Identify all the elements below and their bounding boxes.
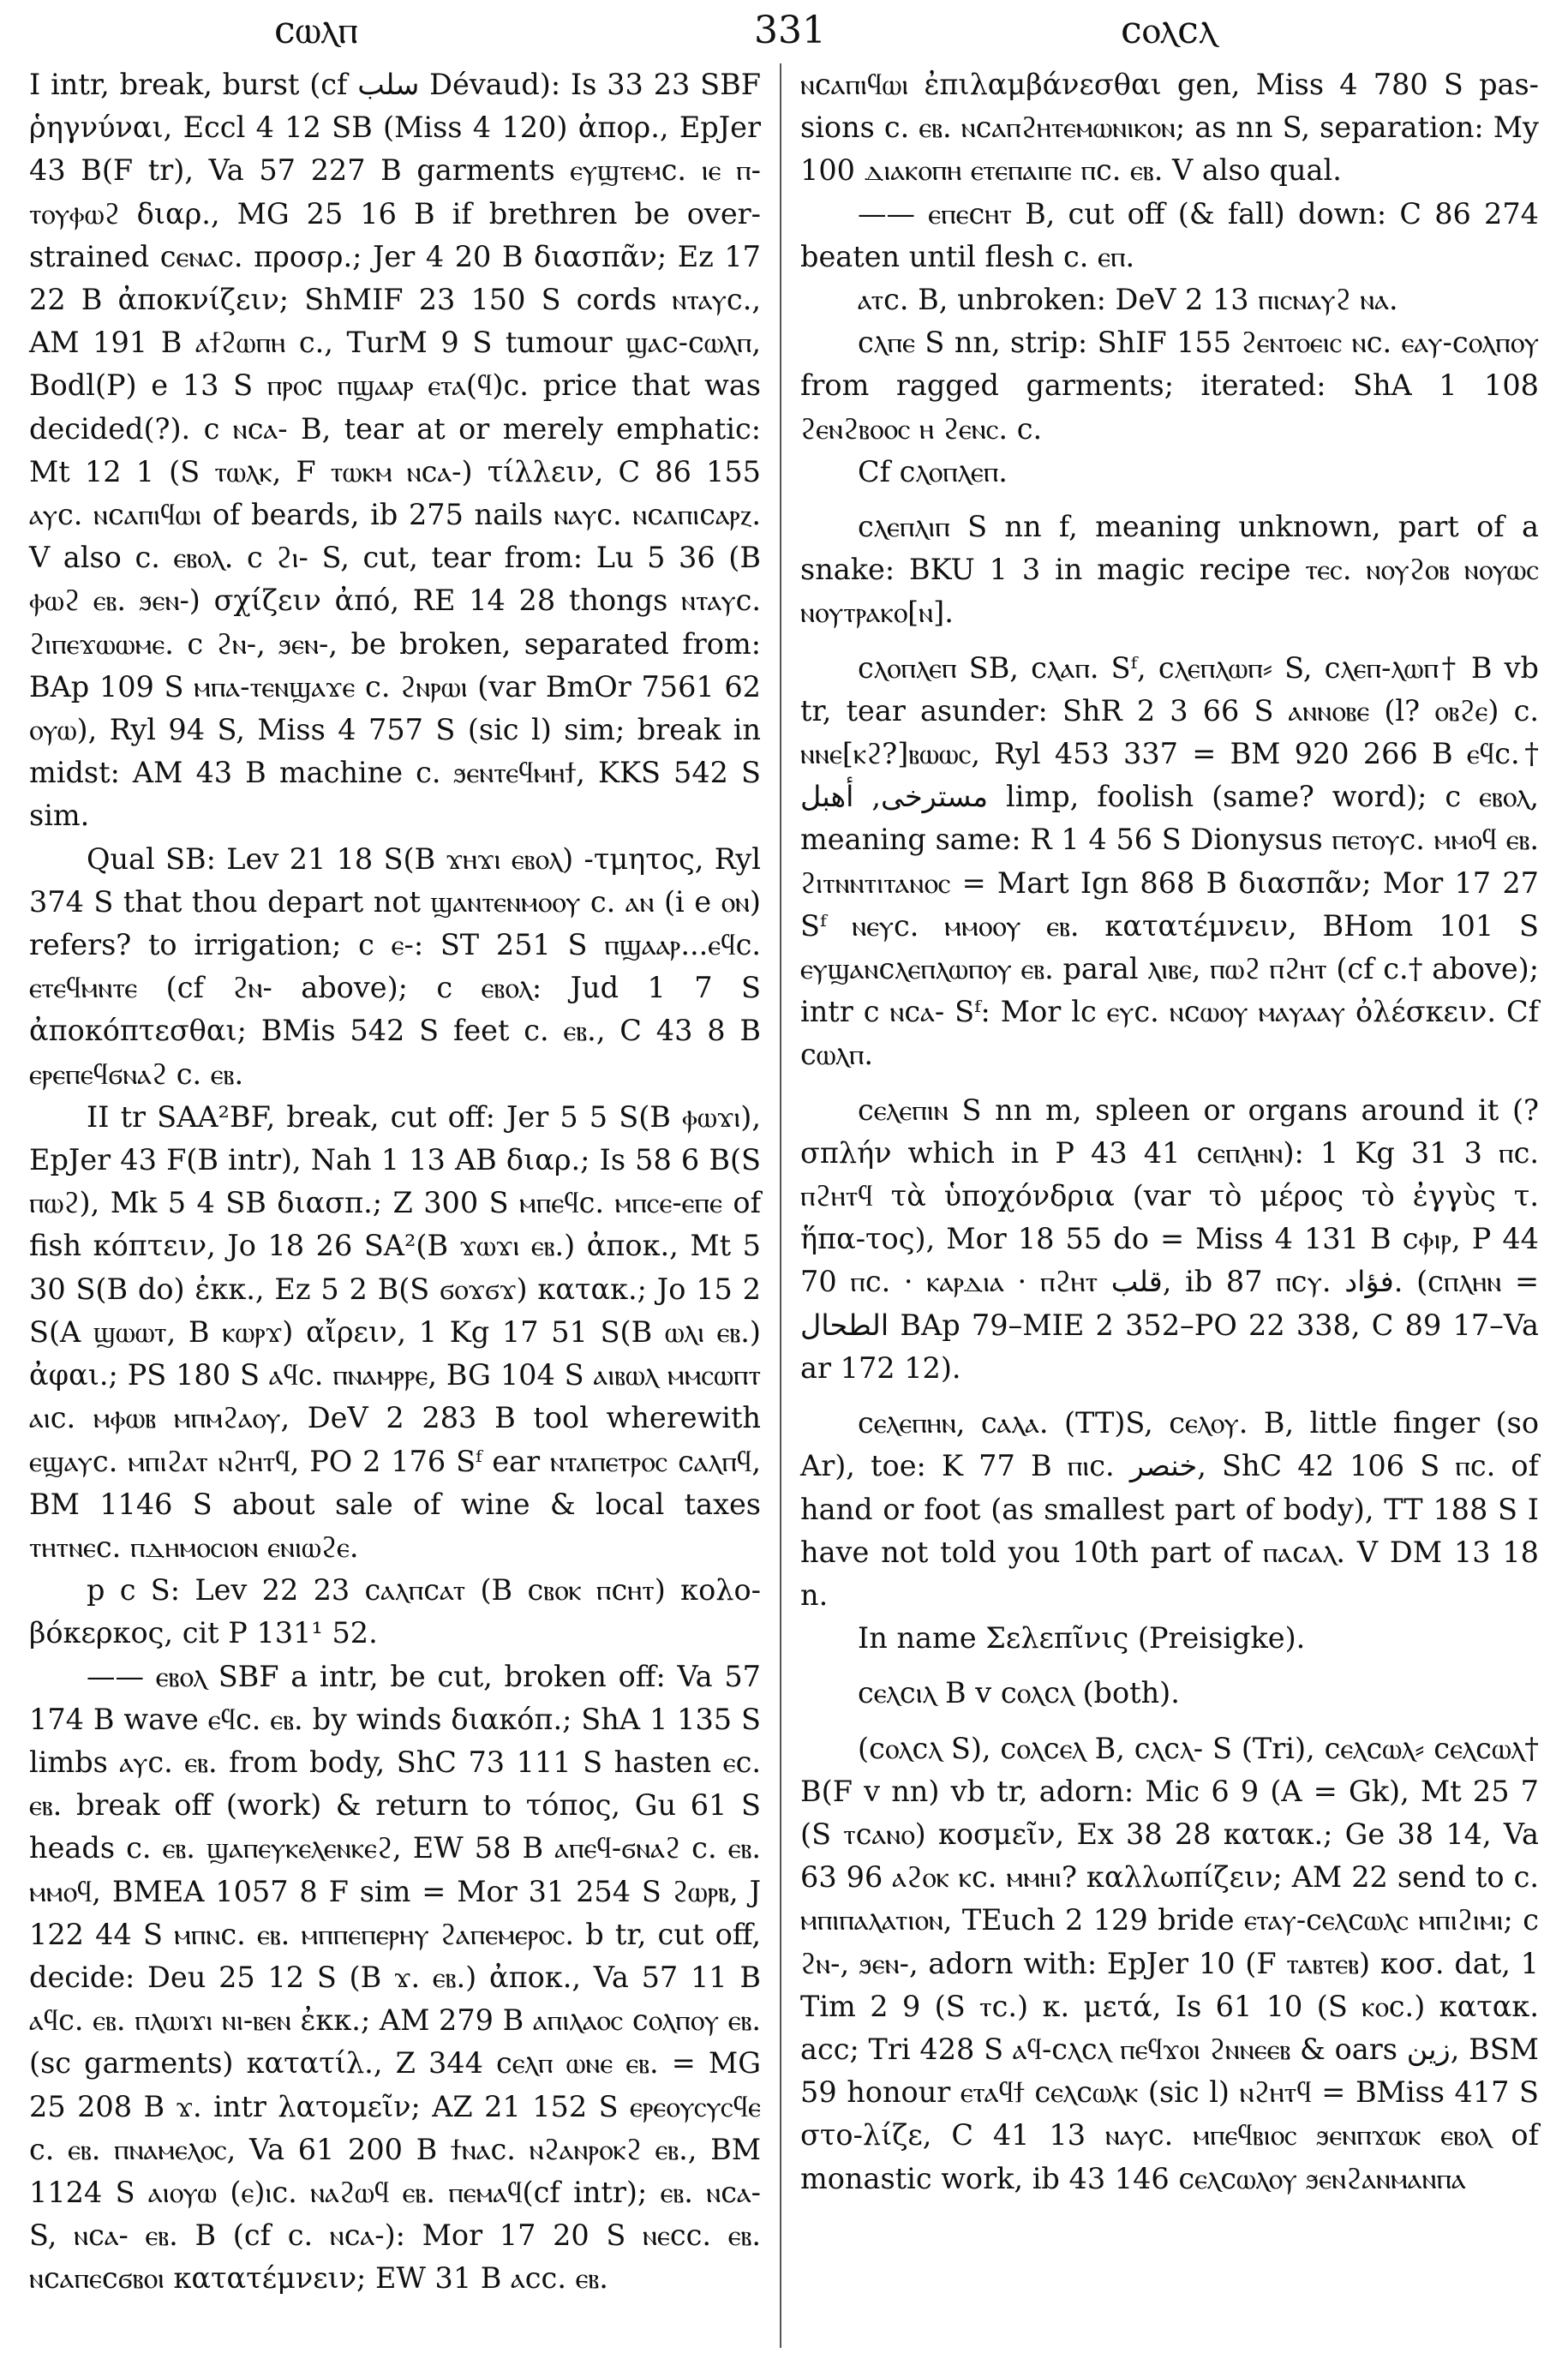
dictionary-entry: ϲⲗⲟⲡⲗⲉⲡ SB, ϲⲗⲁⲡ. Sᶠ, ϲⲗⲉⲡⲗⲱⲡ⸗ S, ϲⲗⲉⲡ-ⲗⲱⲡ† B vb tr, tear asunder: ShR 2 3 66 S ⲁⲛⲛⲟⲃⲉ (l? ⲟⲃϩⲉ) ϲ. ⲛⲛⲉ[ⲕϩ?]ⲃⲱⲱⲥ, Ryl 453 337 = BM 920 266 B ⲉϥϲ.† ﻣﺴﺘﺮﺧﻰ, ﺃﻫﺒﻞ limp, foolish (same? word); c ⲉⲃⲟⲗ, meaning same: R 1 4 56 S Dionysus ⲡⲉⲧⲟⲩϲ. ⲙⲙⲟϥ ⲉⲃ. ϩⲓⲧⲛⲛⲧⲓⲧⲁⲛⲟⲥ = Mart Ign 868 B διασπᾶν; Mor 17 27 Sᶠ ⲛⲉⲩϲ. ⲙⲙⲟⲟⲩ ⲉⲃ. κατατέμνειν, BHom 101 S ⲉⲩϣⲁⲛϲⲗⲉⲡⲗⲱⲡⲟⲩ ⲉⲃ. paral ⲗⲓⲃⲉ, ⲡⲱϩ ⲡϩⲏⲧ (cf ϲ.† above); intr c ⲛϲⲁ- Sᶠ: Mor lc ⲉⲩϲ. ⲛϲⲱⲟⲩ ⲙⲁⲩⲁⲁⲩ ὀλέσκειν. Cf ϲⲱⲗⲡ. bbox=[800, 650, 1539, 1072]
entry-paragraph: p c S: Lev 22 23 ϲⲁⲗⲡϲⲁⲧ (B ϲⲃⲟⲕ ⲡϲⲏⲧ) κολο-βόκερκος, cit P 131¹ 52. bbox=[29, 1573, 761, 1650]
dictionary-entry: ϲⲗⲉⲡⲗⲓⲡ S nn f, meaning unknown, part of a snake: BKU 1 3 in magic recipe ⲧⲉⲥ. ⲛⲟⲩϩⲟⲃ ⲛⲟⲩⲱⲥ ⲛⲟⲩⲧⲣⲁⲕⲟ[ⲛ]. bbox=[800, 510, 1539, 630]
header-left-keyword: ϲⲱⲗⲡ bbox=[274, 9, 358, 52]
entry-paragraph: II tr SAA²BF, break, cut off: Jer 5 5 S(B ⲫⲱϫⲓ), EpJer 43 F(B intr), Nah 1 13 AB διαρ.; Is 58 6 B(S ⲡⲱϩ), Mk 5 4 SB διασπ.; Z 300 S ⲙⲡⲉϥϲ. ⲙⲡⲥⲉ-ⲉⲡⲉ of fish κόπτειν, Jo 18 26 SA²(B ϫⲱϫⲓ ⲉⲃ.) ἀποκ., Mt 5 30 S(B do) ἐκκ., Ez 5 2 B(S ϭⲟϫϭϫ) κατακ.; Jo 15 2 S(A ϣⲱⲱⲧ, B ⲕⲱⲣϫ) αἴρειν, 1 Kg 17 51 S(B ⲱⲗⲓ ⲉⲃ.) ἀφαι.; PS 180 S ⲁϥϲ. ⲡⲛⲁⲙⲣⲣⲉ, BG 104 S ⲁⲓⲃⲱⲗ ⲙⲙⲥⲱⲡⲧ ⲁⲓϲ. ⲙⲫⲱⲃ ⲙⲡⲙϩⲁⲟⲩ, DeV 2 283 B tool wherewith ⲉϣⲁⲩϲ. ⲙⲡⲓϩⲁⲧ ⲛϩⲏⲧϥ, PO 2 176 Sᶠ ear ⲛⲧⲁⲡⲉⲧⲣⲟⲥ ϲⲁⲗⲡϥ, BM 1146 S about sale of wine & local taxes ⲧⲏⲧⲛⲉϲ. ⲡⲇⲏⲙⲟⲥⲓⲟⲛ ⲉⲛⲓⲱϩⲉ. bbox=[29, 1099, 761, 1564]
column-divider bbox=[780, 63, 781, 2348]
entry-paragraph: ⲛϲⲁⲡⲓϥⲱⲓ ἐπιλαμβάνεσθαι gen, Miss 4 780 S pas-sions ϲ. ⲉⲃ. ⲛϲⲁⲡϩⲏⲧⲉⲙⲱⲛⲓⲕⲟⲛ; as nn S, separation: My 100 ⲇⲓⲁⲕⲟⲡⲏ ⲉⲧⲉⲡⲁⲓⲡⲉ ⲡϲ. ⲉⲃ. V also qual. bbox=[800, 68, 1539, 188]
entry-paragraph: Cf ϲⲗⲟⲡⲗⲉⲡ. bbox=[858, 454, 1008, 488]
entry-paragraph: ϲⲗⲡⲉ S nn, strip: ShIF 155 ϩⲉⲛⲧⲟⲉⲓⲥ ⲛϲ. ⲉⲁⲩ-ϲⲟⲗⲡⲟⲩ from ragged garments; iterated: ShA 1 108 ϩⲉⲛϩⲃⲟⲟⲥ ⲏ ϩⲉⲛⲥ. ϲ. bbox=[800, 326, 1539, 446]
entry-paragraph: I intr, break, burst (cf ﺳﻠﺐ Dévaud): Is 33 23 SBF ῥηγνύναι, Eccl 4 12 SB (Miss 4 120) ἀπορ., EpJer 43 B(F tr), Va 57 227 B garments ⲉⲩϣⲧⲉⲙϲ. ⲓⲉ ⲡ-ⲧⲟⲩⲫⲱϩ διαρ., MG 25 16 B if brethren be over-strained ϲⲉⲛⲁϲ. προσρ.; Jer 4 20 B διασπᾶν; Ez 17 22 B ἀποκνίζειν; ShMIF 23 150 S cords ⲛⲧⲁⲩϲ., AM 191 B ⲁϯϩⲱⲡⲏ ϲ., TurM 9 S tumour ϣⲁϲ-ϲⲱⲗⲡ, Bodl(P) e 13 S ⲡⲣⲟϲ ⲡϣⲁⲁⲣ ⲉⲧⲁ(ϥ)ϲ. price that was decided(?). c ⲛϲⲁ- B, tear at or merely emphatic: Mt 12 1 (S ⲧⲱⲗⲕ, F ⲧⲱⲕⲙ ⲛϲⲁ-) τίλλειν, C 86 155 ⲁⲩϲ. ⲛϲⲁⲡⲓϥⲱⲓ of beards, ib 275 nails ⲛⲁⲩϲ. ⲛϲⲁⲡⲓϲⲁⲣⲍ. V also c. ⲉⲃⲟⲗ. c ϩⲓ- S, cut, tear from: Lu 5 36 (B ⲫⲱϩ ⲉⲃ. ϧⲉⲛ-) σχίζειν ἀπό, RE 14 28 thongs ⲛⲧⲁⲩϲ. ϩⲓⲡⲉϫⲱⲱⲙⲉ. c ϩⲛ-, ϧⲉⲛ-, be broken, separated from: BAp 109 S ⲙⲡⲁ-ⲧⲉⲛϣⲁϫⲉ ϲ. ϩⲛⲣⲱⲓ (var BmOr 7561 62 ⲟⲩⲱ), Ryl 94 S, Miss 4 757 S (sic l) sim; break in midst: AM 43 B machine ϲ. ϧⲉⲛⲧⲉϥⲙⲏϯ, KKS 542 S sim. bbox=[29, 68, 761, 833]
dictionary-entry: ϲⲉⲗϲⲓⲗ B v ϲⲟⲗϲⲗ (both). bbox=[858, 1676, 1180, 1710]
left-column bbox=[29, 63, 761, 2301]
right-column bbox=[800, 63, 1539, 2200]
entry-paragraph: Qual SB: Lev 21 18 S(B ϫⲏϫⲓ ⲉⲃⲟⲗ) -τμητος, Ryl 374 S that thou depart not ϣⲁⲛⲧⲉⲛⲙⲟⲟⲩ ϲ. ⲁⲛ (i e ⲟⲛ) refers? to irrigation; c ⲉ-: ST 251 S ⲡϣⲁⲁⲣ...ⲉϥϲ. ⲉⲧⲉϥⲙⲛⲧⲉ (cf ϩⲛ- above); c ⲉⲃⲟⲗ: Jud 1 7 S ἀποκόπτεσθαι; BMis 542 S feet ϲ. ⲉⲃ., C 43 8 B ⲉⲣⲉⲡⲉϥϭⲛⲁϩ ϲ. ⲉⲃ. bbox=[29, 841, 761, 1091]
dictionary-entry: ϲⲉⲗⲉⲡⲓⲛ S nn m, spleen or organs around it (? σπλήν which in P 43 41 ϲⲉⲡⲗⲏⲛ): 1 Kg 31 3 ⲡϲ. ⲡϩⲏⲧϥ τὰ ὑποχόνδρια (var τὸ μέρος τὸ ἐγγὺς τ. ἥπα-τος), Mor 18 55 do = Miss 4 131 B ϲⲫⲓⲣ, P 44 70 ⲡϲ. · ⲕⲁⲣⲇⲓⲁ · ⲡϩⲏⲧ ﻗﻠﺐ, ib 87 ⲡϲⲩ. ﻓﺆﺍﺩ. (ϲⲡⲗⲏⲛ = ﺍﻟﻄﺤﺎﻝ BAp 79–MIE 2 352–PO 22 338, C 89 17–Va ar 172 12). bbox=[800, 1093, 1540, 1385]
header-right-keyword: ϲⲟⲗϲⲗ bbox=[1121, 9, 1217, 52]
entry-paragraph: In name Σελεπῖνις (Preisigke). bbox=[858, 1621, 1306, 1656]
entry-paragraph: —— ⲉⲡⲉϲⲏⲧ B, cut off (& fall) down: C 86 274 beaten until flesh ϲ. ⲉⲡ. bbox=[800, 196, 1539, 273]
dictionary-entry: ϲⲉⲗⲉⲡⲏⲛ, ϲⲁⲗⲁ. (TT)S, ϲⲉⲗⲟⲩ. B, little finger (so Ar), toe: K 77 B ⲡⲓϲ. ﺧﻨﺼﺮ, ShC 42 106 S ⲡϲ. of hand or foot (as smallest part of body), TT 188 S I have not told you 10th part of ⲡⲁϲⲁⲗ. V DM 13 18 n. bbox=[800, 1406, 1539, 1612]
running-header bbox=[0, 5, 1568, 57]
page-number: 331 bbox=[754, 9, 826, 52]
entry-paragraph: ⲁⲧϲ. B, unbroken: DeV 2 13 ⲡⲓⲥⲛⲁⲩϩ ⲛⲁ. bbox=[858, 283, 1398, 317]
dictionary-entry: (ϲⲟⲗϲⲗ S), ϲⲟⲗϲⲉⲗ B, ϲⲗϲⲗ- S (Tri), ϲⲉⲗϲⲱⲗ⸗ ϲⲉⲗϲⲱⲗ† B(F v nn) vb tr, adorn: Mic 6 9 (A = Gk), Mt 25 7 (S ⲧϲⲁⲛⲟ) κοσμεῖν, Ex 38 28 κατακ.; Ge 38 14, Va 63 96 ⲁϩⲟⲕ ⲕϲ. ⲙⲙⲏⲓ? καλλωπίζειν; AM 22 send to ϲ. ⲙⲡⲓⲡⲁⲗⲁⲧⲓⲟⲛ, TEuch 2 129 bride ⲉⲧⲁⲩ-ϲⲉⲗϲⲱⲗⲥ ⲙⲡⲓϩⲓⲙⲓ; c ϩⲛ-, ϧⲉⲛ-, adorn with: EpJer 10 (F ⲧⲁⲃⲧⲉⲃ) κοσ. dat, 1 Tim 2 9 (S ⲧϲ.) κ. μετά, Is 61 10 (S ⲕⲟϲ.) κατακ. acc; Tri 428 S ⲁϥ-ϲⲗϲⲗ ⲡⲉϥϫⲟⲓ ϩⲛⲛⲉⲉⲃ & oars ﺯﻳﻦ, BSM 59 honour ⲉⲧⲁϥϯ ϲⲉⲗϲⲱⲗⲕ (sic l) ⲛϩⲏⲧϥ = BMiss 417 S στο-λίζε, C 41 13 ⲛⲁⲩϲ. ⲙⲡⲉϥⲃⲓⲟⲥ ϧⲉⲛⲡϫⲱⲕ ⲉⲃⲟⲗ of monastic work, ib 43 146 ϲⲉⲗϲⲱⲗⲟⲩ ϧⲉⲛϩⲁⲛⲙⲁⲛⲡⲁ bbox=[800, 1731, 1539, 2195]
entry-paragraph: —— ⲉⲃⲟⲗ SBF a intr, be cut, broken off: Va 57 174 B wave ⲉϥϲ. ⲉⲃ. by winds διακόπ.; ShA 1 135 S limbs ⲁⲩϲ. ⲉⲃ. from body, ShC 73 111 S hasten ⲉϲ. ⲉⲃ. break off (work) & return to τόπος, Gu 61 S heads ϲ. ⲉⲃ. ϣⲁⲡⲉⲩⲕⲉⲗⲉⲛⲕⲉϩ, EW 58 B ⲁⲡⲉϥ-ϭⲛⲁϩ ϲ. ⲉⲃ. ⲙⲙⲟϥ, BMEA 1057 8 F sim = Mor 31 254 S ϩⲱⲣⲃ, J 122 44 S ⲙⲡⲛϲ. ⲉⲃ. ⲙⲡⲡⲉⲡⲉⲣⲏⲩ ϩⲁⲡⲉⲙⲉⲣⲟⲥ. b tr, cut off, decide: Deu 25 12 S (B ϫ. ⲉⲃ.) ἀποκ., Va 57 11 B ⲁϥϲ. ⲉⲃ. ⲡⲗⲱⲓϫⲓ ⲛⲓ-ⲃⲉⲛ ἐκκ.; AM 279 B ⲁⲡⲓⲗⲁⲟⲥ ϲⲟⲗⲡⲟⲩ ⲉⲃ. (sc garments) κατατίλ., Z 344 ϲⲉⲗⲡ ⲱⲛⲉ ⲉⲃ. = MG 25 208 B ϫ. intr λατομεῖν; AZ 21 152 S ⲉⲣⲉⲟⲩⲥⲩⲥϥⲉ ϲ. ⲉⲃ. ⲡⲛⲁⲙⲉⲗⲟⲥ, Va 61 200 B ϯⲛⲁϲ. ⲛϩⲁⲛⲣⲟⲕϩ ⲉⲃ., BM 1124 S ⲁⲓⲟⲩⲱ (ⲉ)ⲓϲ. ⲛⲁϩⲱϥ ⲉⲃ. ⲡⲉⲙⲁϥ(cf intr); ⲉⲃ. ⲛϲⲁ- S, ⲛϲⲁ- ⲉⲃ. B (cf c. ⲛϲⲁ-): Mor 17 20 S ⲛⲉϲϲ. ⲉⲃ. ⲛϲⲁⲡⲉϲϭⲃⲟⲓ κατατέμνειν; EW 31 B ⲁϲϲ. ⲉⲃ. bbox=[29, 1659, 761, 2296]
